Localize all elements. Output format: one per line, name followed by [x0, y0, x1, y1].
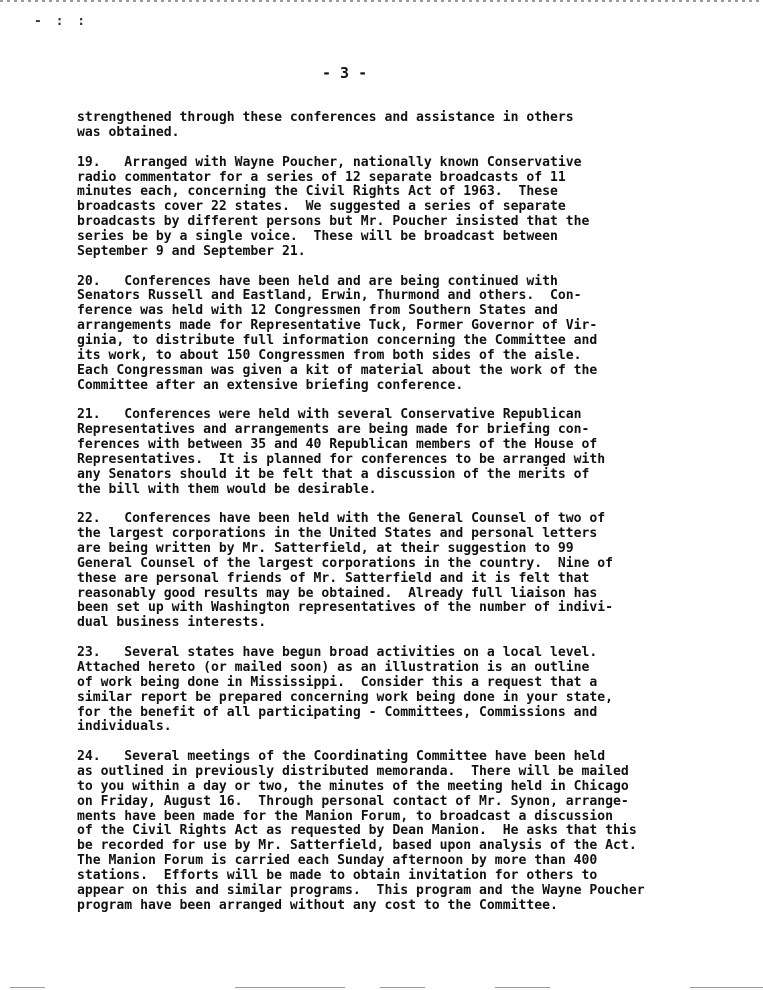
text-line: individuals.	[77, 719, 172, 735]
text-line: these are personal friends of Mr. Satterfield and it is felt that	[77, 570, 590, 586]
text-line: been set up with Washington representatives of the number of indivi-	[77, 600, 614, 616]
text-line: broadcasts by different persons but Mr. Poucher insisted that the	[77, 214, 590, 230]
text-line: on Friday, August 16. Through personal contact of Mr. Synon, arrange-	[77, 793, 629, 809]
paragraph	[77, 646, 727, 735]
text-line: General Counsel of the largest corporations in the country. Nine of	[77, 555, 614, 571]
text-line: Representatives and arrangements are being made for briefing con-	[77, 422, 590, 438]
text-line: 19. Arranged with Wayne Poucher, nationally known Conservative	[77, 154, 582, 170]
text-line: appear on this and similar programs. This program and the Wayne Poucher	[77, 882, 645, 898]
corner-mark: - : :	[34, 14, 89, 29]
text-line: was obtained.	[77, 124, 180, 140]
text-line: broadcasts cover 22 states. We suggested a series of separate	[77, 199, 566, 215]
text-line: reasonably good results may be obtained. Already full liaison has	[77, 585, 598, 601]
paragraph	[77, 408, 727, 497]
text-line: series be by a single voice. These will be broadcast between	[77, 228, 558, 244]
page-number: - 3 -	[322, 64, 368, 82]
text-line: minutes each, concerning the Civil Rights Act of 1963. These	[77, 184, 558, 200]
text-line: to you within a day or two, the minutes of the meeting held in Chicago	[77, 778, 629, 794]
text-line: are being written by Mr. Satterfield, at their suggestion to 99	[77, 541, 574, 557]
paragraph	[77, 512, 727, 631]
text-line: radio commentator for a series of 12 separate broadcasts of 11	[77, 169, 566, 185]
text-line: 23. Several states have begun broad activities on a local level.	[77, 645, 598, 661]
text-line: the largest corporations in the United States and personal letters	[77, 526, 598, 542]
text-line: 22. Conferences have been held with the General Counsel of two of	[77, 511, 606, 527]
text-line: arrangements made for Representative Tuck, Former Governor of Vir-	[77, 318, 598, 334]
text-line: ference was held with 12 Congressmen from Southern States and	[77, 303, 558, 319]
text-line: Senators Russell and Eastland, Erwin, Thurmond and others. Con-	[77, 288, 582, 304]
paragraph	[77, 750, 727, 913]
text-line: of the Civil Rights Act as requested by Dean Manion. He asks that this	[77, 823, 637, 839]
text-line: for the benefit of all participating - Committees, Commissions and	[77, 704, 598, 720]
text-line: The Manion Forum is carried each Sunday afternoon by more than 400	[77, 853, 598, 869]
text-line: dual business interests.	[77, 615, 267, 631]
text-line: ments have been made for the Manion Forum, to broadcast a discussion	[77, 808, 614, 824]
text-line: 20. Conferences have been held and are being continued with	[77, 273, 558, 289]
text-line: stations. Efforts will be made to obtain invitation for others to	[77, 867, 598, 883]
text-line: ferences with between 35 and 40 Republican members of the House of	[77, 437, 598, 453]
bottom-edge-rule	[690, 987, 763, 988]
text-line: program have been arranged without any cost to the Committee.	[77, 897, 558, 913]
top-edge-dotted-border	[0, 0, 763, 2]
text-line: the bill with them would be desirable.	[77, 481, 377, 497]
bottom-edge-rule	[495, 987, 550, 988]
text-line: any Senators should it be felt that a discussion of the merits of	[77, 466, 590, 482]
bottom-edge-rule	[380, 987, 425, 988]
text-line: Representatives. It is planned for conferences to be arranged with	[77, 451, 606, 467]
bottom-edge-rule	[10, 987, 45, 988]
document-body	[77, 111, 727, 914]
text-line: 24. Several meetings of the Coordinating Committee have been held	[77, 749, 606, 765]
text-line: Each Congressman was given a kit of material about the work of the	[77, 362, 598, 378]
text-line: Committee after an extensive briefing conference.	[77, 377, 464, 393]
text-line: similar report be prepared concerning work being done in your state,	[77, 689, 614, 705]
text-line: be recorded for use by Mr. Satterfield, based upon analysis of the Act.	[77, 838, 637, 854]
text-line: 21. Conferences were held with several Conservative Republican	[77, 407, 582, 423]
text-line: as outlined in previously distributed memoranda. There will be mailed	[77, 764, 629, 780]
text-line: its work, to about 150 Congressmen from both sides of the aisle.	[77, 347, 582, 363]
text-line: of work being done in Mississippi. Consider this a request that a	[77, 674, 598, 690]
text-line: September 9 and September 21.	[77, 243, 306, 259]
text-line: Attached hereto (or mailed soon) as an illustration is an outline	[77, 660, 590, 675]
paragraph	[77, 275, 727, 394]
bottom-edge-rule	[235, 987, 345, 988]
paragraph	[77, 111, 727, 141]
text-line: strengthened through these conferences and assistance in others	[77, 110, 574, 125]
paragraph	[77, 156, 727, 260]
text-line: ginia, to distribute full information concerning the Committee and	[77, 332, 598, 348]
